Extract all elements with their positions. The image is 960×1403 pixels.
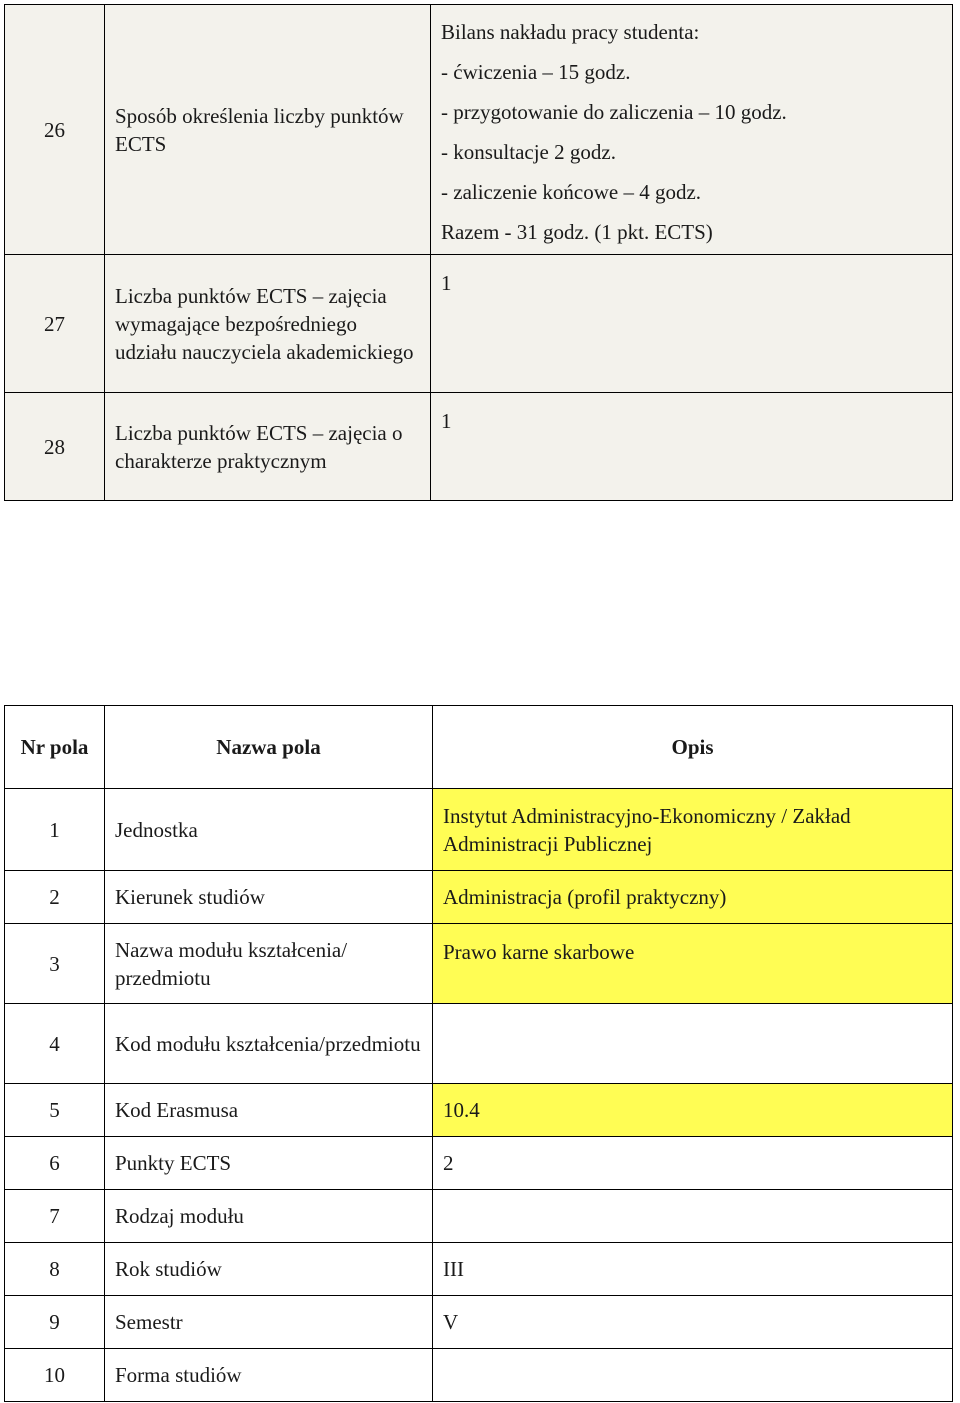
- row-number: 7: [5, 1190, 105, 1243]
- table-row: [5, 1190, 953, 1243]
- header-description: Opis: [433, 706, 953, 789]
- table-row: [5, 871, 953, 924]
- row-value: 10.4: [433, 1084, 953, 1137]
- table-row: [5, 5, 953, 255]
- row-label: Kierunek studiów: [105, 871, 433, 924]
- row-value: V: [433, 1296, 953, 1349]
- row-label: Semestr: [105, 1296, 433, 1349]
- row-number: 28: [5, 393, 105, 501]
- workload-line: - konsultacje 2 godz.: [441, 140, 616, 164]
- module-info-table: [4, 705, 953, 1402]
- header-name: Nazwa pola: [105, 706, 433, 789]
- row-label: Jednostka: [105, 789, 433, 871]
- row-value: 1: [431, 393, 953, 501]
- row-label: Sposób określenia liczby punktów ECTS: [105, 5, 431, 255]
- row-number: 4: [5, 1004, 105, 1084]
- workload-line: - ćwiczenia – 15 godz.: [441, 60, 631, 84]
- workload-line: Razem - 31 godz. (1 pkt. ECTS): [441, 220, 713, 244]
- table-row: [5, 1004, 953, 1084]
- row-label: Rodzaj modułu: [105, 1190, 433, 1243]
- row-number: 2: [5, 871, 105, 924]
- row-number: 26: [5, 5, 105, 255]
- table-row: [5, 1349, 953, 1402]
- header-nr: Nr pola: [5, 706, 105, 789]
- workload-line: Bilans nakładu pracy studenta:: [441, 20, 700, 44]
- ects-table: [4, 4, 953, 501]
- table-row: [5, 1296, 953, 1349]
- row-label: Kod modułu kształcenia/przedmiotu: [105, 1004, 433, 1084]
- table-row: [5, 789, 953, 871]
- row-number: 6: [5, 1137, 105, 1190]
- row-value: Prawo karne skarbowe: [433, 924, 953, 1004]
- row-label: Rok studiów: [105, 1243, 433, 1296]
- row-label: Kod Erasmusa: [105, 1084, 433, 1137]
- workload-line: - przygotowanie do zaliczenia – 10 godz.: [441, 100, 787, 124]
- table-row: [5, 924, 953, 1004]
- row-number: 9: [5, 1296, 105, 1349]
- row-value: Administracja (profil praktyczny): [433, 871, 953, 924]
- row-value: 2: [433, 1137, 953, 1190]
- row-number: 27: [5, 255, 105, 393]
- row-value: [433, 1190, 953, 1243]
- table-row: [5, 1137, 953, 1190]
- table-header-row: [5, 706, 953, 789]
- row-label: Liczba punktów ECTS – zajęcia o charakterze praktycznym: [105, 393, 431, 501]
- row-number: 10: [5, 1349, 105, 1402]
- table-row: [5, 255, 953, 393]
- table-row: [5, 393, 953, 501]
- row-value: III: [433, 1243, 953, 1296]
- row-label: Punkty ECTS: [105, 1137, 433, 1190]
- row-label: Nazwa modułu kształcenia/ przedmiotu: [105, 924, 433, 1004]
- row-label: Forma studiów: [105, 1349, 433, 1402]
- row-label: Liczba punktów ECTS – zajęcia wymagające bezpośredniego udziału nauczyciela akademickiego: [105, 255, 431, 393]
- table-row: [5, 1084, 953, 1137]
- workload-line: - zaliczenie końcowe – 4 godz.: [441, 180, 702, 204]
- row-number: 3: [5, 924, 105, 1004]
- row-value: Instytut Administracyjno-Ekonomiczny / Zakład Administracji Publicznej: [433, 789, 953, 871]
- row-number: 1: [5, 789, 105, 871]
- row-number: 5: [5, 1084, 105, 1137]
- table-row: [5, 1243, 953, 1296]
- row-value: 1: [431, 255, 953, 393]
- row-value: [433, 1004, 953, 1084]
- row-value: [433, 1349, 953, 1402]
- workload-balance: [431, 5, 953, 255]
- row-number: 8: [5, 1243, 105, 1296]
